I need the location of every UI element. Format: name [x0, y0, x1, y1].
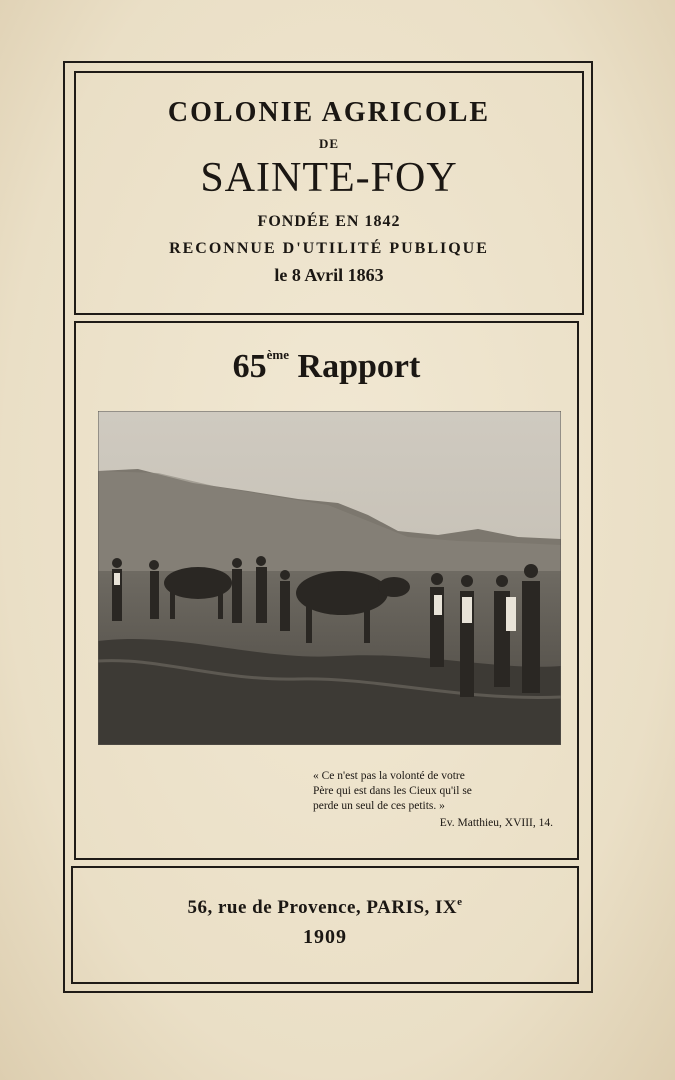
quote-line-1: « Ce n'est pas la volonté de votre	[313, 770, 465, 782]
report-title	[76, 347, 577, 386]
institution-name: SAINTE-FOY	[200, 155, 458, 201]
quote-reference: Ev. Matthieu, XVIII, 14.	[439, 817, 553, 829]
footer-panel	[71, 866, 579, 984]
publisher-address	[73, 896, 577, 919]
title-line: COLONIE AGRICOLE	[167, 97, 491, 128]
farm-photograph	[98, 411, 561, 745]
report-panel	[74, 321, 579, 860]
address-superscript: e	[457, 896, 463, 908]
scripture-quote	[313, 769, 553, 831]
quote-line-2: Père qui est dans les Cieux qu'il se	[313, 785, 472, 797]
recognition-line: RECONNUE D'UTILITÉ PUBLIQUE	[169, 240, 489, 257]
founded-line: FONDÉE EN 1842	[257, 213, 401, 230]
title-preposition: DE	[318, 136, 340, 151]
report-label: Rapport	[297, 348, 421, 385]
quote-line-3: perde un seul de ces petits. »	[313, 800, 445, 812]
recognition-date: le 8 Avril 1863	[274, 265, 384, 285]
address-text: 56, rue de Provence, PARIS, IX	[187, 897, 458, 918]
publication-year: 1909	[303, 926, 347, 948]
report-number: 65	[232, 348, 267, 385]
header-panel	[74, 71, 584, 315]
report-number-superscript: ème	[266, 347, 290, 362]
